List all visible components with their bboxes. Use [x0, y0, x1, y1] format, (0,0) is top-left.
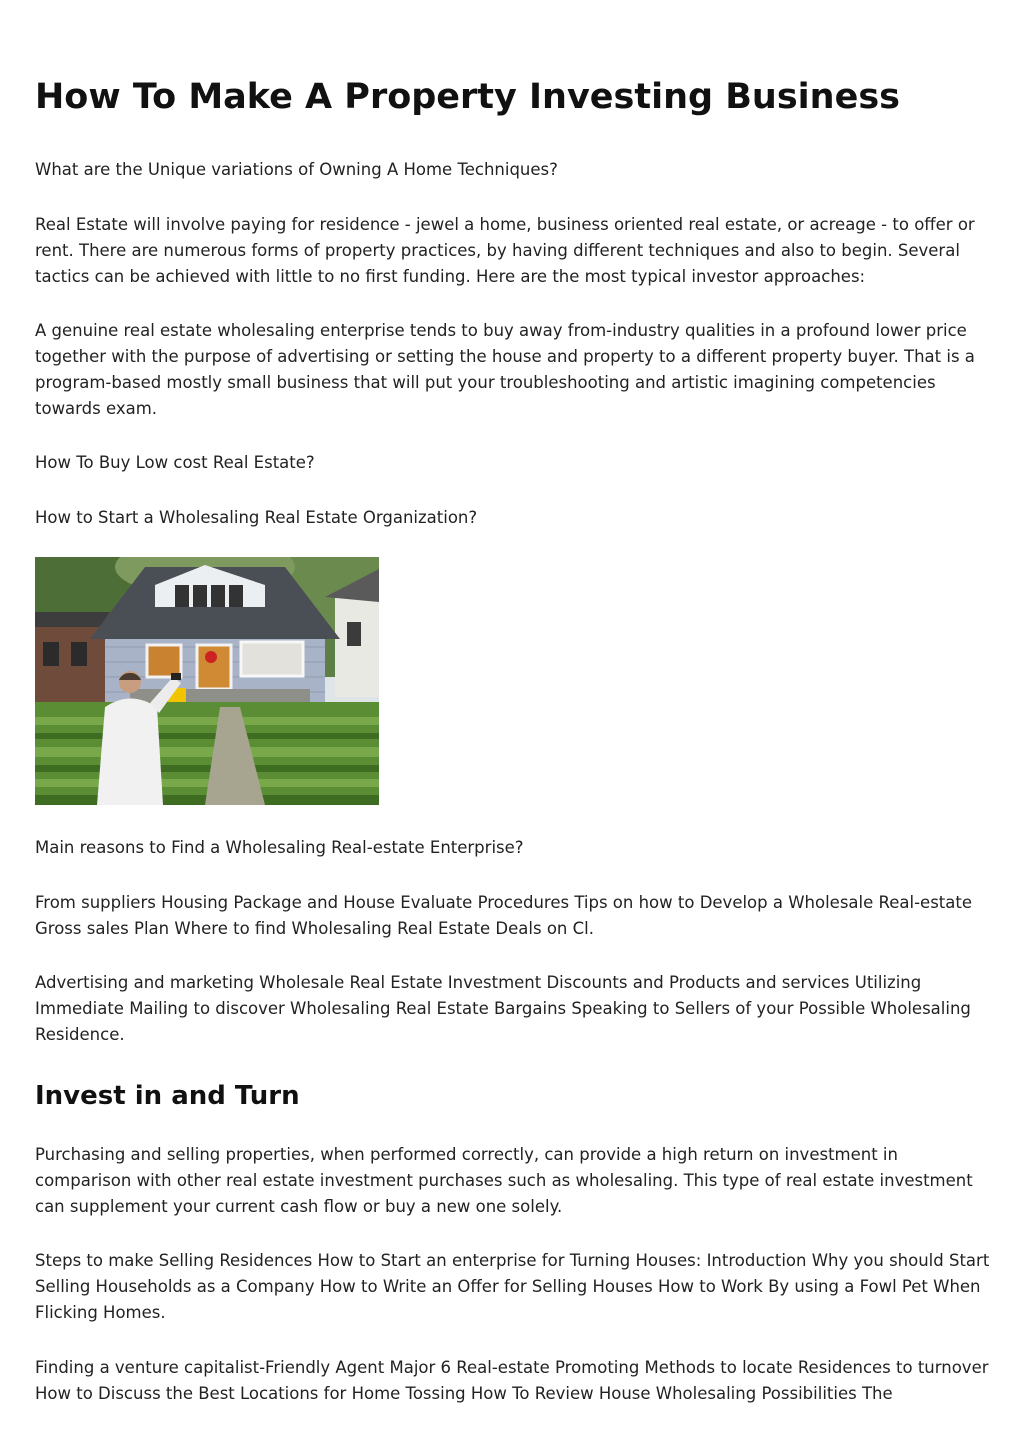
page-title: How To Make A Property Investing Business — [35, 77, 900, 117]
house-photo — [35, 557, 379, 805]
paragraph: From suppliers Housing Package and House Evaluate Procedures Tips on how to Develop a Wholesale Real-estate Gross sales Plan Where to find Wholesaling Real Estate Deals on Cl. — [35, 893, 972, 938]
paragraph: A genuine real estate wholesaling enterprise tends to buy away from-industry qualities in a profound lower price together with the purpose of advertising or setting the house and property to a different property buyer. That is a program-based mostly small business that will put your troubleshooting and artistic imagining competencies towards exam. — [35, 321, 975, 418]
paragraph: How to Start a Wholesaling Real Estate Organization? — [35, 508, 478, 527]
paragraph: Main reasons to Find a Wholesaling Real-estate Enterprise? — [35, 838, 524, 857]
paragraph: Advertising and marketing Wholesale Real Estate Investment Discounts and Products and services Utilizing Immediate Mailing to discover Wholesaling Real Estate Bargains Speaking to Sellers of your Possible Wholesaling Residence. — [35, 973, 971, 1044]
paragraph: How To Buy Low cost Real Estate? — [35, 453, 315, 472]
paragraph: Purchasing and selling properties, when performed correctly, can provide a high return on investment in comparison with other real estate investment purchases such as wholesaling. This type of real estate investment can supplement your current cash flow or buy a new one solely. — [35, 1145, 973, 1216]
paragraph: Steps to make Selling Residences How to Start an enterprise for Turning Houses: Introduction Why you should Start Selling Households as a Company How to Write an Offer for Selling Houses How to Work By using a Fowl Pet When Flicking Homes. — [35, 1251, 990, 1322]
paragraph: What are the Unique variations of Owning A Home Techniques? — [35, 160, 558, 179]
section-heading: Invest in and Turn — [35, 1081, 300, 1111]
paragraph: Finding a venture capitalist-Friendly Agent Major 6 Real-estate Promoting Methods to locate Residences to turnover How to Discuss the Best Locations for Home Tossing How To Review House Wholesaling Possibilities The — [35, 1358, 989, 1403]
paragraph: Real Estate will involve paying for residence - jewel a home, business oriented real estate, or acreage - to offer or rent. There are numerous forms of property practices, by having different techniques and also to begin. Several tactics can be achieved with little to no first funding. Here are the most typical investor approaches: — [35, 215, 975, 286]
